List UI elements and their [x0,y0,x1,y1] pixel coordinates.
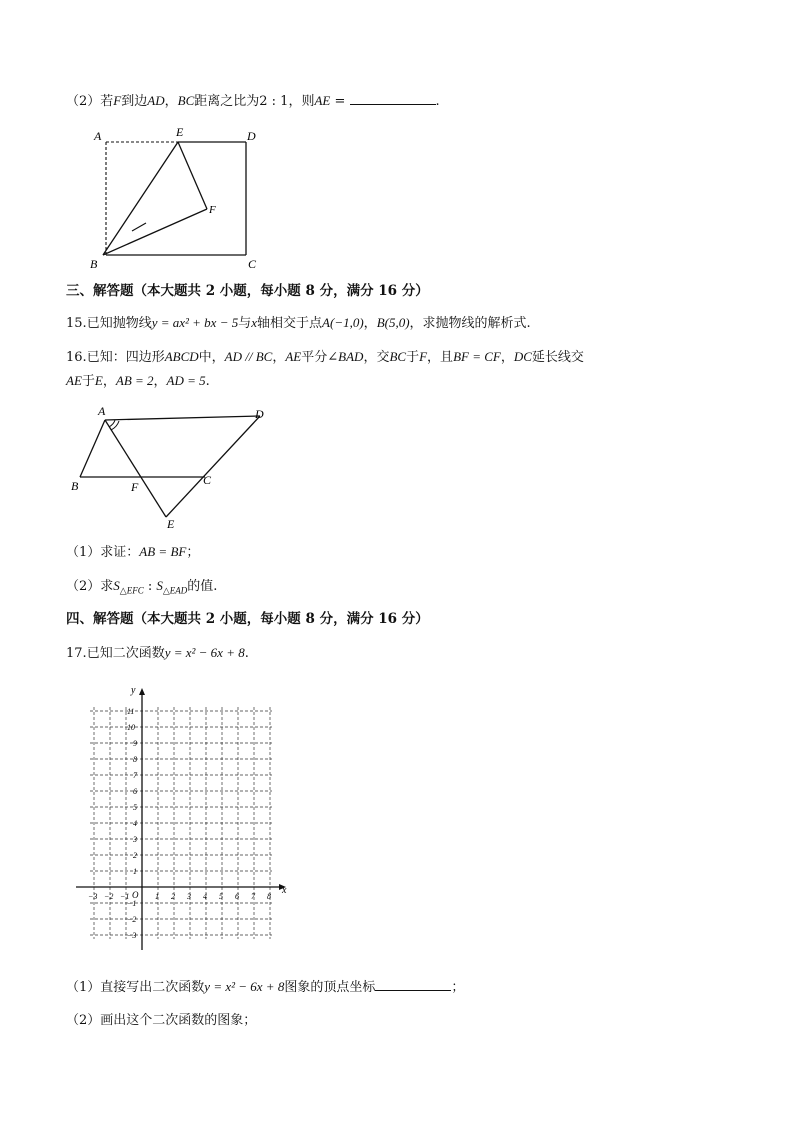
label-B: B [71,479,79,493]
y-tick-label: 4 [133,819,137,828]
label-E: E [176,125,184,139]
coordinate-grid[interactable] [70,682,300,954]
label-A: A [98,404,106,418]
y-tick-label: 5 [133,803,137,812]
q14-part2: （2）若F到边AD，BC距离之比为2 : 1，则AE = . [66,93,440,109]
y-tick-label: −3 [127,931,137,940]
y-tick-label: 7 [133,771,137,780]
y-tick-label: 8 [133,755,137,764]
tick-labels [88,707,271,940]
y-tick-label: 6 [133,787,137,796]
y-tick-label: 11 [127,707,135,716]
q17: 17.已知二次函数y = x² − 6x + 8. [66,645,249,661]
x-tick-label: −1 [120,892,130,901]
label-C: C [248,257,257,271]
section4-title: 四、解答题（本大题共 2 小题，每小题 8 分，满分 16 分） [66,611,429,627]
y-tick-label: 3 [133,835,137,844]
x-axis-label: x [282,885,287,896]
x-tick-label: 7 [251,892,255,901]
x-tick-label: −3 [88,892,98,901]
label-D: D [255,407,264,421]
x-tick-label: 3 [187,892,191,901]
q16-line1: 16.已知：四边形ABCD中，AD // BC，AE平分∠BAD，交BC于F，且BF = CF，DC延长线交 [66,349,584,365]
q15: 15.已知抛物线y = ax² + bx − 5与x轴相交于点A(−1,0)，B(5,0)，求抛物线的解析式. [66,315,531,331]
q16-part2: （2）求$S_{\triangle EFC}$ : $S_{\triangle EAD}$的值. [66,578,218,596]
section3-title: 三、解答题（本大题共 2 小题，每小题 8 分，满分 16 分） [66,283,429,299]
label-B: B [90,257,98,271]
x-tick-label: 6 [235,892,239,901]
q16-line2: AE于E，AB = 2，AD = 5. [66,373,210,389]
q17-part1: （1）直接写出二次函数y = x² − 6x + 8图象的顶点坐标 ； [66,979,465,995]
label-F: F [209,204,216,216]
grid-lines [90,707,272,939]
label-F: F [131,480,139,494]
x-tick-label: 5 [219,892,223,901]
answer-blank[interactable] [350,92,436,105]
x-tick-label: 2 [171,892,175,901]
y-tick-label: −2 [127,915,137,924]
q14-figure [80,120,280,275]
y-tick-label: 2 [133,851,137,860]
y-axis-label: y [131,685,136,696]
answer-blank[interactable] [375,978,451,991]
q16-part1: （1）求证：AB = BF； [66,544,200,560]
label-A: A [94,129,102,143]
y-tick-label: 10 [127,723,135,732]
y-axis-arrow [139,688,145,695]
y-tick-label: 9 [133,739,137,748]
x-tick-label: −2 [104,892,114,901]
label-D: D [247,129,256,143]
label-C: C [203,473,212,487]
q16-figure [66,400,281,535]
y-tick-label: 1 [133,867,137,876]
origin-label: O [132,890,139,900]
q17-part2: （2）画出这个二次函数的图象； [66,1013,257,1028]
y-tick-label: −1 [127,899,137,908]
x-tick-label: 4 [203,892,207,901]
x-tick-label: 8 [267,892,271,901]
x-tick-label: 1 [155,892,159,901]
label-E: E [167,517,175,531]
